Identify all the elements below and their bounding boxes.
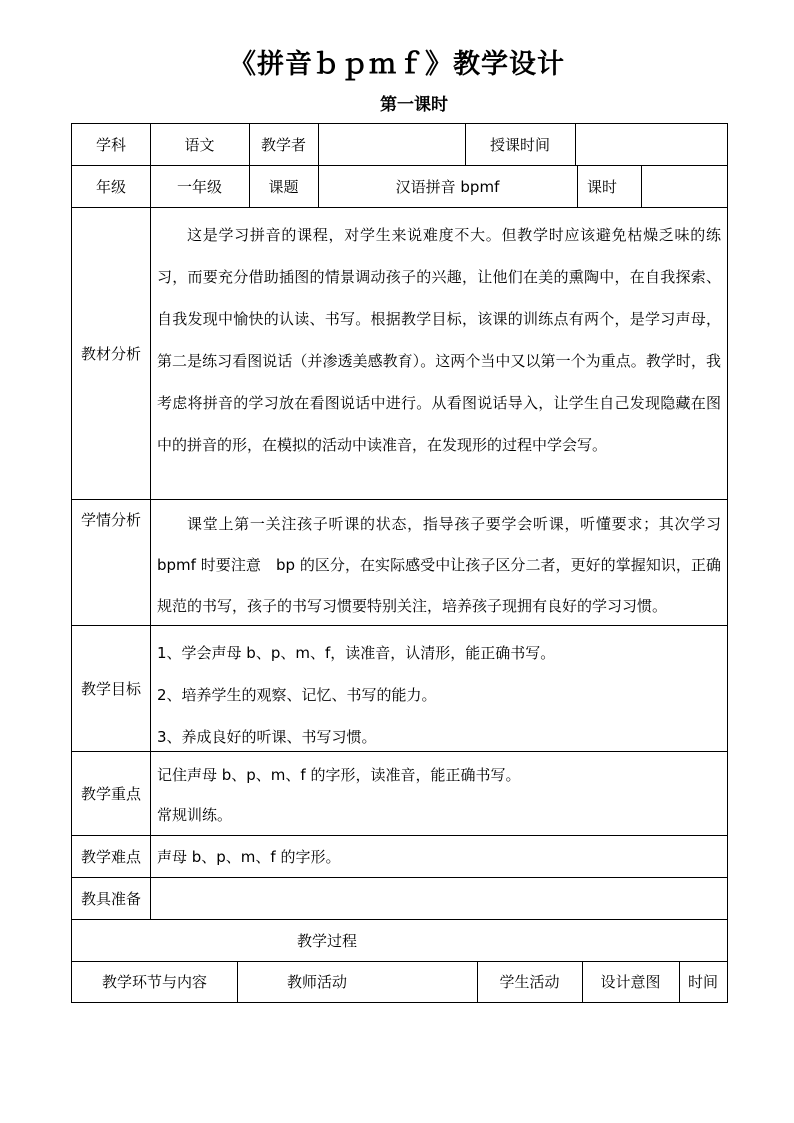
material-analysis-label: 教材分析	[80, 344, 141, 363]
teaching-goals-label: 教学目标	[80, 679, 141, 698]
subject-value: 语文	[184, 136, 215, 154]
lesson-plan-table	[71, 123, 728, 1003]
goal-item: 3、养成良好的听课、书写习惯。	[157, 728, 377, 746]
student-analysis-label: 学情分析	[80, 510, 141, 529]
material-analysis-text: 这是学习拼音的课程，对学生来说难度不大。但教学时应该避免枯燥乏味的练习，而要充分借助插图的情景调动孩子的兴趣，让他们在美的熏陶中，在自我探索、自我发现中愉快的认读、书写。根据教学目标，该课的训练点有两个，是学习声母，第二是练习看图说话（并渗透美感教育）。这两个当中又以第一个为重点。教学时，我考虑将拼音的学习放在看图说话中进行。从看图说话导入，让学生自己发现隐藏在图中的拼音的形，在模拟的活动中读准音，在发现形的过程中学会写。	[157, 226, 721, 454]
teaching-tools-text	[150, 877, 727, 919]
teaching-goals-list	[157, 632, 721, 758]
topic-value: 汉语拼音 bpmf	[395, 177, 500, 196]
header-student-activity: 学生活动	[499, 973, 560, 991]
time-value	[575, 124, 727, 165]
period-value	[641, 165, 727, 207]
header-content: 教学环节与内容	[101, 973, 207, 991]
header-time: 时间	[687, 973, 718, 991]
subject-label: 学科	[95, 136, 126, 154]
period-label: 课时	[587, 177, 618, 196]
document-subtitle: 第一课时	[380, 95, 448, 115]
teaching-tools-label: 教具准备	[80, 889, 141, 908]
header-design-intent: 设计意图	[600, 973, 661, 991]
grade-value: 一年级	[176, 177, 222, 196]
goal-item: 1、学会声母 b、p、m、f，读准音，认清形，能正确书写。	[157, 644, 556, 662]
process-title: 教学过程	[296, 931, 357, 950]
goal-item: 2、培养学生的观察、记忆、书写的能力。	[157, 686, 437, 704]
topic-label: 课题	[268, 177, 299, 196]
student-analysis-text: 课堂上第一关注孩子听课的状态，指导孩子要学会听课，听懂要求；其次学习 bpmf 时要注意 bp 的区分，在实际感受中让孩子区分二者，更好的掌握知识，正确规范的书写，孩子的书写习惯要特别关注，培养孩子现拥有良好的学习习惯。	[157, 515, 721, 615]
teacher-value	[318, 124, 465, 165]
grade-label: 年级	[95, 177, 126, 196]
header-teacher-activity: 教师活动	[287, 973, 348, 991]
teaching-focus-label: 教学重点	[80, 784, 141, 803]
time-label: 授课时间	[489, 136, 550, 154]
teacher-label: 教学者	[260, 136, 306, 154]
teaching-difficulty-label: 教学难点	[80, 847, 141, 866]
teaching-focus-text: 记住声母 b、p、m、f 的字形，读准音，能正确书写。 常规训练。	[157, 766, 521, 824]
document-title: 《拼音ｂｐｍｆ》教学设计	[229, 49, 565, 80]
teaching-difficulty-text: 声母 b、p、m、f 的字形。	[157, 847, 341, 866]
